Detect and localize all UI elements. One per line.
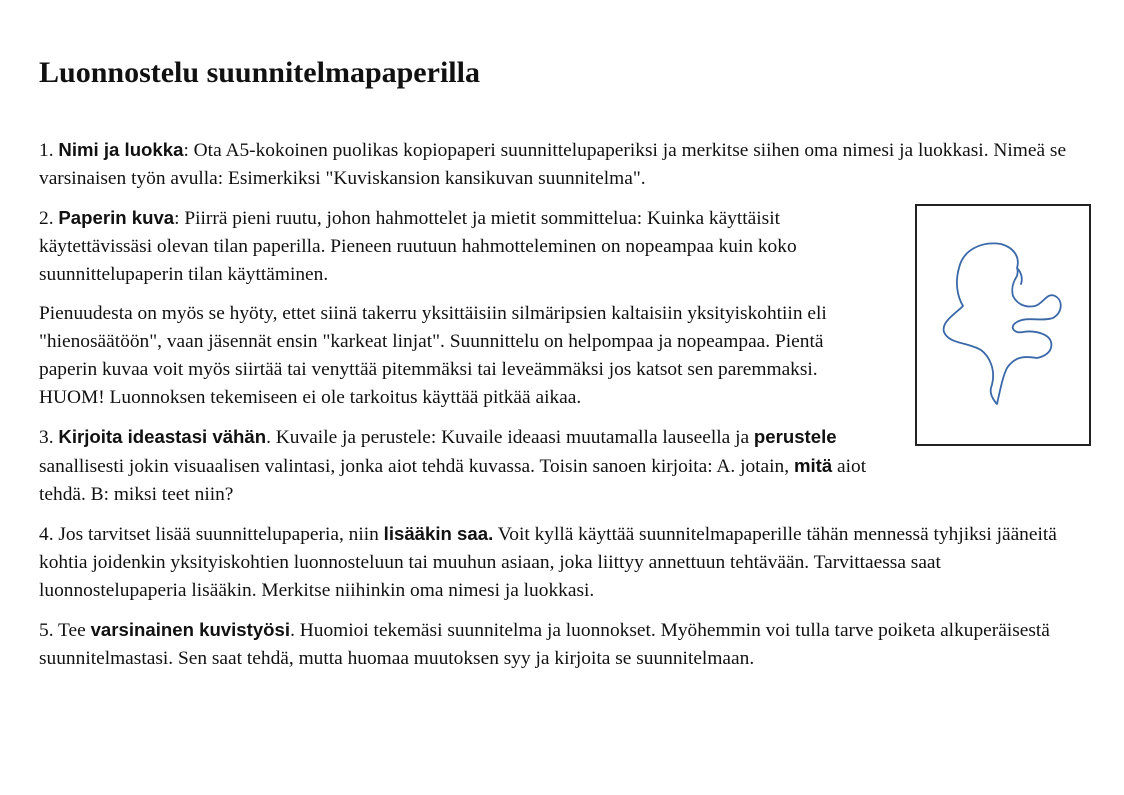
step-5-bold: varsinainen kuvistyösi bbox=[90, 619, 291, 640]
step-3-bold-perustele: perustele bbox=[753, 426, 837, 447]
step-5-number: 5. Tee bbox=[39, 620, 91, 641]
step-5-text: . Huomioi tekemäsi suunnitelma ja luonnokset. Myöhemmin voi tulla tarve poiketa alkuperäisestä suunnitelmastasi. Sen saat tehdä, mutta huomaa muutoksen syy ja kirjoita se suunnitelmaan. bbox=[39, 620, 1050, 669]
step-2-number: 2. bbox=[39, 208, 59, 229]
step-2-extra-text: Pienuudesta on myös se hyöty, ettet siinä takerru yksittäisiin silmäripsien kaltaisiin yksityiskohtiin eli "hienosäätöön", vaan jäsennät ensin "karkeat linjat". Suunnittelu on helpompaa ja nopeampaa. Pientä paperin kuvaa voit myös siirtää tai venyttää pitemmäksi tai leveämmäksi jos katsot sen paremmaksi. bbox=[39, 303, 827, 380]
step-4-paragraph bbox=[39, 520, 1091, 605]
instructions bbox=[39, 136, 1091, 684]
step-3-text-1: . Kuvaile ja perustele: Kuvaile ideaasi muutamalla lauseella ja bbox=[266, 427, 754, 448]
step-3-text-3: aiot tehdä. B: miksi teet niin? bbox=[39, 456, 867, 505]
step-3-heading: Kirjoita ideastasi vähän bbox=[58, 426, 267, 447]
step-1-paragraph bbox=[39, 136, 1091, 193]
step-3-text-2: sanallisesti jokin visuaalisen valintasi, jonka aiot tehdä kuvassa. Toisin sanoen kirjoita: A. jotain, bbox=[39, 456, 794, 477]
step-1-number: 1. bbox=[39, 140, 59, 161]
step-1-text: : Ota A5-kokoinen puolikas kopiopaperi suunnittelupaperiksi ja merkitse siihen oma nimesi ja luokkasi. Nimeä se varsinaisen työn avulla: Esimerkiksi "Kuviskansion kansikuvan suunnitelma". bbox=[39, 140, 1067, 189]
step-2-text: : Piirrä pieni ruutu, johon hahmottelet ja mietit sommittelua: Kuinka käyttäisit käytettävissäsi olevan tilan paperilla. Pieneen ruutuun hahmotteleminen on nopeampaa kuin koko suunnittelupaperin tilan käyttäminen. bbox=[39, 208, 797, 285]
step-3-bold-mita: mitä bbox=[793, 455, 833, 476]
step-4-bold: lisääkin saa. bbox=[383, 523, 494, 544]
step-1-heading: Nimi ja luokka bbox=[58, 139, 184, 160]
step-2-heading: Paperin kuva bbox=[58, 207, 175, 228]
sketch-figure-frame bbox=[915, 204, 1091, 446]
sketch-scribble-icon bbox=[917, 206, 1089, 444]
step-4-number: 4. Jos tarvitset lisää suunnittelupaperia, niin bbox=[39, 524, 384, 545]
sketch-scribble-path bbox=[944, 243, 1061, 404]
page-title: Luonnostelu suunnitelmapaperilla bbox=[39, 56, 480, 89]
step-4-text: Voit kyllä käyttää suunnitelmapaperille tähän mennessä tyhjiksi jääneitä kohtia joidenkin yksityiskohtien luonnosteluun tai muuhun asiaan, joka liittyy annettuun tehtävään. Tarvittaessa saat luonnostelupaperia lisääkin. Merkitse niihinkin oma nimesi ja luokkasi. bbox=[39, 524, 1057, 601]
step-3-number: 3. bbox=[39, 427, 59, 448]
step-2-note: HUOM! Luonnoksen tekemiseen ei ole tarkoitus käyttää pitkää aikaa. bbox=[39, 387, 582, 408]
step-5-paragraph bbox=[39, 616, 1091, 673]
